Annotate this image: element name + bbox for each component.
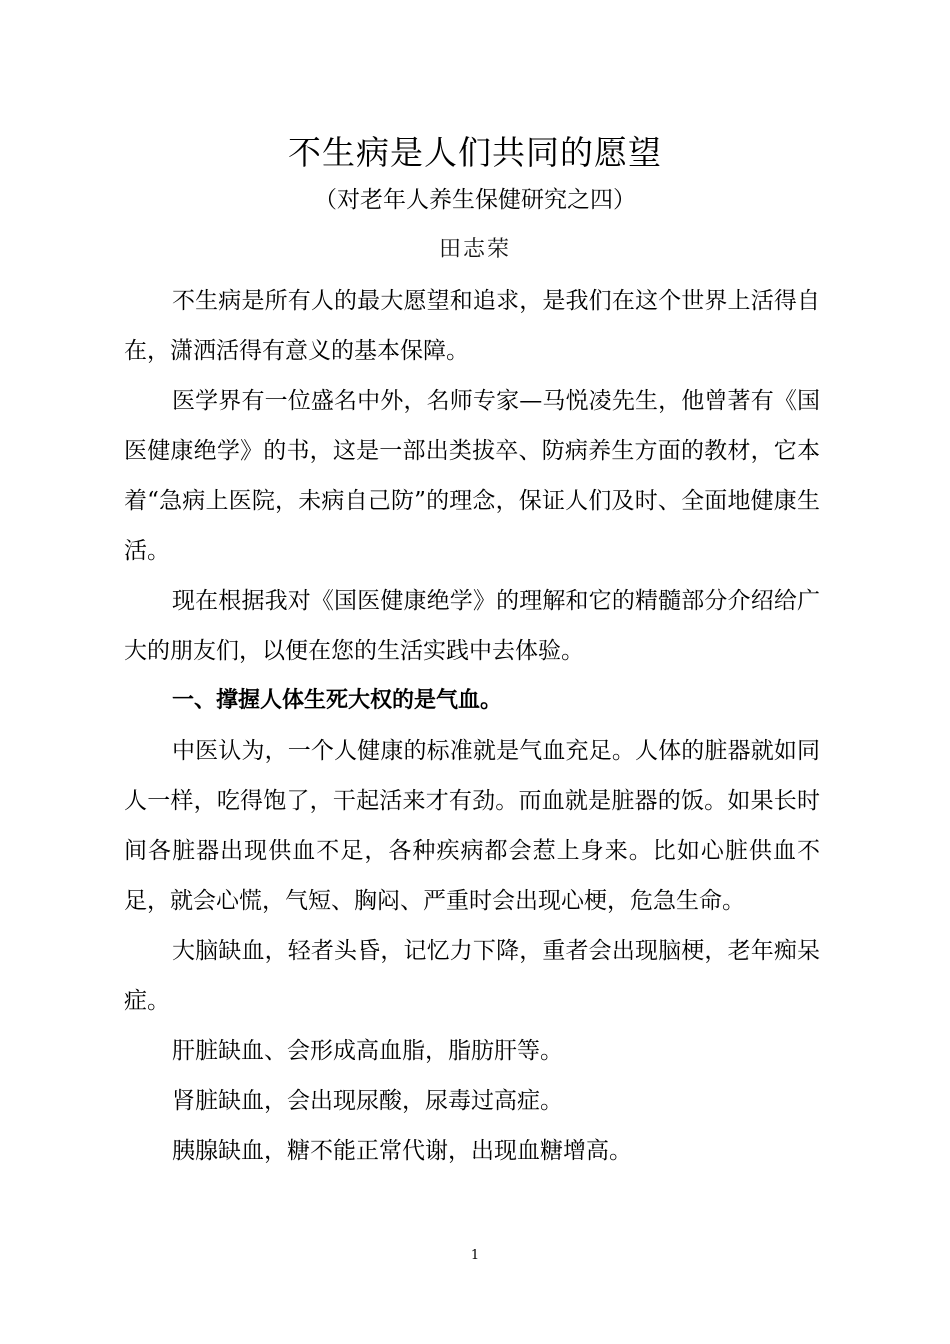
paragraph: 医学界有一位盛名中外，名师专家—马悦凌先生，他曾著有《国医健康绝学》的书，这是一部出类拔卒、防病养生方面的教材，它本着“急病上医院，未病自己防”的理念，保证人们及时、全面地健康生活。 (124, 388, 820, 564)
author-name: 田志荣 (438, 237, 511, 262)
paragraph: 中医认为，一个人健康的标准就是气血充足。人体的脏器就如同人一样，吃得饱了，干起活来才有劲。而血就是脏器的饭。如果长时间各脏器出现供血不足，各种疾病都会惹上身来。比如心脏供血不足，就会心慌，气短、胸闷、严重时会出现心梗，危急生命。 (124, 738, 820, 914)
document-subtitle: （对老年人养生保健研究之四） (314, 187, 636, 213)
paragraph: 肝脏缺血、会形成高血脂，脂肪肝等。 (172, 1038, 563, 1064)
section-heading: 一、撑握人体生死大权的是气血。 (172, 688, 503, 713)
paragraph: 大脑缺血，轻者头昏，记忆力下降，重者会出现脑梗，老年痴呆症。 (124, 938, 820, 1014)
paragraph: 肾脏缺血，会出现尿酸，尿毒过高症。 (172, 1088, 563, 1114)
page-number: 1 (470, 1248, 480, 1263)
paragraph: 不生病是所有人的最大愿望和追求，是我们在这个世界上活得自在，潇洒活得有意义的基本保障。 (124, 288, 820, 364)
paragraph: 胰腺缺血，糖不能正常代谢，出现血糖增高。 (172, 1138, 632, 1164)
document-title: 不生病是人们共同的愿望 (288, 133, 662, 172)
document-body (124, 276, 820, 1176)
paragraph: 现在根据我对《国医健康绝学》的理解和它的精髓部分介绍给广大的朋友们，以便在您的生活实践中去体验。 (124, 588, 820, 664)
